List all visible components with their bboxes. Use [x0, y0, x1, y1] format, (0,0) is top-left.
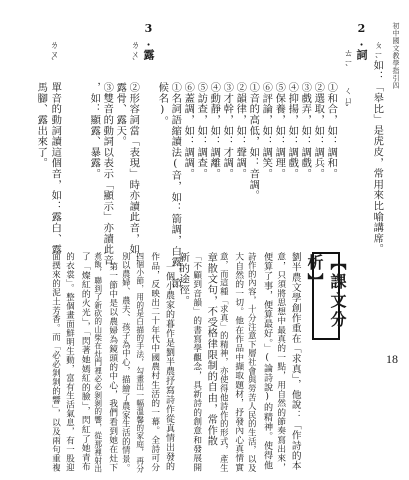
note-item: ③戲弄，如：調戲。 — [299, 82, 312, 180]
sub-note-item: 露骨、露天。 — [114, 82, 127, 147]
sub-note-item: ②形容詞當「表現」時亦讀此音，如： — [127, 82, 140, 266]
analysis-line: 便算了事，便算最好。」(論詩說)的精神。使得他 — [262, 252, 273, 470]
analysis-line: 一個小農家的暮作是劉半農抒寫詩作從真情出發的 — [164, 262, 174, 471]
analysis-line: 意，只須將思想中最真的一點，用自然的節奏寫出來， — [275, 252, 286, 472]
analysis-line: 作品，反映出二十年代中國農村生活的一幕。全詩可分 — [149, 252, 160, 472]
section-title: 【課文分析】 — [305, 254, 347, 330]
note-item: ①音的高低，如：音調。 — [247, 82, 260, 201]
analysis-line: 四個小節，用的是白描的手法，勾畫出一幅溫馨的家庭，再分 — [135, 252, 145, 473]
page-number: 18 — [386, 352, 398, 366]
analysis-line: 的衣裳」。整個畫面鮮明生動，富有生活氣息，有一股迎 — [65, 252, 76, 473]
analysis-line: 第一節中是以農婦為鏡頭的中心，我們看到她在灶下 — [107, 262, 118, 472]
analysis-line: 詩作的內容，十分注意下層社會與勞苦人民的生活，以及 — [247, 252, 258, 473]
analysis-line: 了「燦紅的火光」，「閃著她嫣紅的臉」，閃紅了她青布 — [79, 252, 90, 472]
note-item: ④抑揚，如：調戲。 — [286, 82, 299, 180]
note-item: ②韻律，如：聲調。 — [234, 82, 247, 180]
vocab-subheading: 3.露 — [142, 22, 155, 61]
analysis-line: 煮飯，聯到了新砍的山柴在灶門裡必必剝剝的響，從那裡射出 — [93, 252, 103, 473]
note-item: ④動靜，如：調離。 — [208, 82, 221, 180]
sub-phonetic-2: ㄌㄡˋ — [48, 40, 58, 70]
section-title-box — [305, 252, 347, 340]
note-item: ⑥蓋調，如：調調。 — [182, 82, 195, 180]
note-item: ⑥評論，如：調笑。 — [260, 82, 273, 180]
analysis-line: 章散文句，不受格律限制的自由，常作散 — [205, 252, 218, 447]
sub-phonetic-1: ㄌㄨˋ — [129, 40, 139, 70]
note-item: 候名)。 — [156, 82, 169, 127]
note-item: ①和合，如：調和。 — [325, 82, 338, 180]
sub-note-item: 單音的動詞讀這個音，如：露白、露 — [49, 82, 62, 255]
note-item: ⑤訪查，如：調查。 — [195, 82, 208, 180]
vocab-phonetic: ㄊㄧˋ ㄑㄩˇ — [342, 48, 352, 116]
sub-note-item: ③雙音的動詞以表示「顯示」亦讀此音 — [101, 82, 114, 266]
analysis-line: 「不顧到音韻」的書寫學觀念，具新詩的創意和發展開 — [191, 252, 202, 472]
analysis-line: 大自然的一切。他在作品中擷取題材，抒發內心真情實 — [233, 252, 244, 472]
analysis-line: 新的途徑。 — [177, 252, 190, 306]
analysis-line: 面撲來的泥土芳香。而「必必剝剝的響」，以及兩句重複 — [51, 252, 62, 473]
sub-note-item: ，如：顯露、暴露。 — [88, 82, 101, 180]
vocab-heading: 2.詞 — [355, 22, 368, 61]
prefix-phonetic: ㄆㄧˋ — [372, 40, 382, 68]
analysis-line: 別以農婦、農夫、孩子為中心，描繪了農家生活的情景。 — [121, 252, 132, 473]
note-item: 如：「皋比」是虎皮，常用來比喻講席。 — [371, 60, 384, 255]
note-item: ②選取，如：調兵。 — [312, 82, 325, 180]
note-item: ①名詞語縮讀法(音，如：箭調，白露，節 — [169, 82, 182, 289]
note-item: ③才幹，如：才調。 — [221, 82, 234, 180]
analysis-line: 劉半農文學創作重在「求真」，他說：「作詩的本 — [289, 252, 301, 471]
note-item: ⑤保養，如：調理。 — [273, 82, 286, 180]
sub-note-item: 馬腳、露出來了。 — [35, 82, 48, 169]
analysis-line: 意，而這種「求真」的精神，亦使得他詩作的形式，產生 — [219, 252, 230, 473]
running-header: 初中國文教學指引四 — [392, 22, 400, 90]
